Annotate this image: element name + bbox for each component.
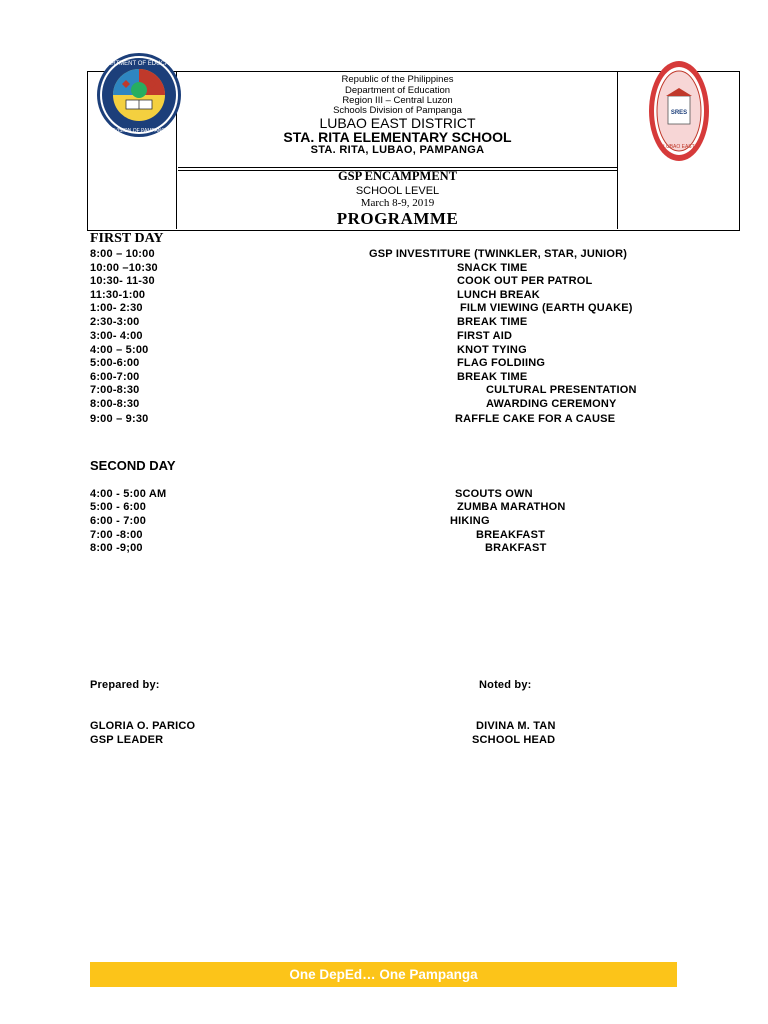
second-day-activity: BRAKFAST [485, 542, 547, 554]
first-day-activity: COOK OUT PER PATROL [457, 275, 593, 287]
svg-text:SRES: SRES [670, 110, 688, 116]
school-seal-logo [648, 60, 710, 162]
page-title: PROGRAMME [336, 209, 459, 228]
first-day-time: 8:00 – 10:00 [90, 248, 155, 260]
first-day-activity: FIRST AID [457, 330, 513, 342]
header-line-region: Region III – Central Luzon [342, 95, 453, 106]
header-line-department: Department of Education [344, 85, 451, 96]
prepared-title: GSP LEADER [90, 734, 164, 746]
first-day-activity: BREAK TIME [457, 316, 528, 328]
first-day-time: 6:00-7:00 [90, 371, 140, 383]
first-day-time: 8:00-8:30 [90, 398, 140, 410]
first-day-time: 1:00- 2:30 [90, 302, 143, 314]
second-day-heading: SECOND DAY [90, 458, 176, 473]
svg-text:DEPARTMENT OF EDUCATION: DEPARTMENT OF EDUCATION [96, 61, 182, 67]
first-day-time: 10:00 –10:30 [90, 262, 158, 274]
noted-by-label: Noted by: [479, 679, 532, 691]
first-day-time: 9:00 – 9:30 [90, 413, 149, 425]
footer-banner: One DepEd… One Pampanga [90, 962, 677, 987]
second-day-time: 7:00 -8:00 [90, 529, 143, 541]
first-day-time: 4:00 – 5:00 [90, 344, 149, 356]
header-divider [178, 167, 617, 168]
prepared-name: GLORIA O. PARICO [90, 720, 196, 732]
deped-seal-logo [96, 52, 182, 138]
first-day-activity: RAFFLE CAKE FOR A CAUSE [455, 413, 616, 425]
first-day-time: 7:00-8:30 [90, 384, 140, 396]
first-day-activity: SNACK TIME [457, 262, 528, 274]
first-day-heading: FIRST DAY [90, 231, 164, 246]
event-date: March 8-9, 2019 [360, 197, 435, 209]
first-day-activity: FILM VIEWING (EARTH QUAKE) [460, 302, 633, 314]
first-day-time: 5:00-6:00 [90, 357, 140, 369]
event-title: GSP ENCAMPMENT [337, 169, 458, 183]
first-day-time: 11:30-1:00 [90, 289, 146, 301]
school-name: STA. RITA ELEMENTARY SCHOOL [283, 129, 512, 145]
district-name: LUBAO EAST DISTRICT [319, 115, 476, 131]
first-day-time: 2:30-3:00 [90, 316, 140, 328]
svg-text:LUBAO EAST: LUBAO EAST [663, 144, 695, 150]
header-line-division: Schools Division of Pampanga [333, 105, 462, 116]
noted-name: DIVINA M. TAN [476, 720, 556, 732]
school-address: STA. RITA, LUBAO, PAMPANGA [310, 144, 485, 156]
first-day-activity: GSP INVESTITURE (TWINKLER, STAR, JUNIOR) [369, 248, 628, 260]
event-level: SCHOOL LEVEL [355, 185, 440, 197]
first-day-activity: LUNCH BREAK [457, 289, 540, 301]
second-day-time: 4:00 - 5:00 AM [90, 488, 167, 500]
second-day-time: 8:00 -9;00 [90, 542, 143, 554]
first-day-time: 3:00- 4:00 [90, 330, 143, 342]
second-day-time: 5:00 - 6:00 [90, 501, 147, 513]
second-day-activity: BREAKFAST [476, 529, 546, 541]
first-day-time: 10:30- 11-30 [90, 275, 155, 287]
second-day-activity: HIKING [450, 515, 490, 527]
noted-title: SCHOOL HEAD [472, 734, 556, 746]
header-line-republic: Republic of the Philippines [341, 74, 454, 85]
second-day-time: 6:00 - 7:00 [90, 515, 147, 527]
first-day-activity: BREAK TIME [457, 371, 528, 383]
first-day-activity: FLAG FOLDIING [457, 357, 546, 369]
svg-text:DIVISION OF PAMPANGA: DIVISION OF PAMPANGA [109, 128, 169, 134]
first-day-activity: CULTURAL PRESENTATION [486, 384, 637, 396]
prepared-by-label: Prepared by: [90, 679, 160, 691]
second-day-activity: SCOUTS OWN [455, 488, 533, 500]
first-day-activity: AWARDING CEREMONY [486, 398, 617, 410]
first-day-activity: KNOT TYING [457, 344, 527, 356]
second-day-activity: ZUMBA MARATHON [457, 501, 566, 513]
